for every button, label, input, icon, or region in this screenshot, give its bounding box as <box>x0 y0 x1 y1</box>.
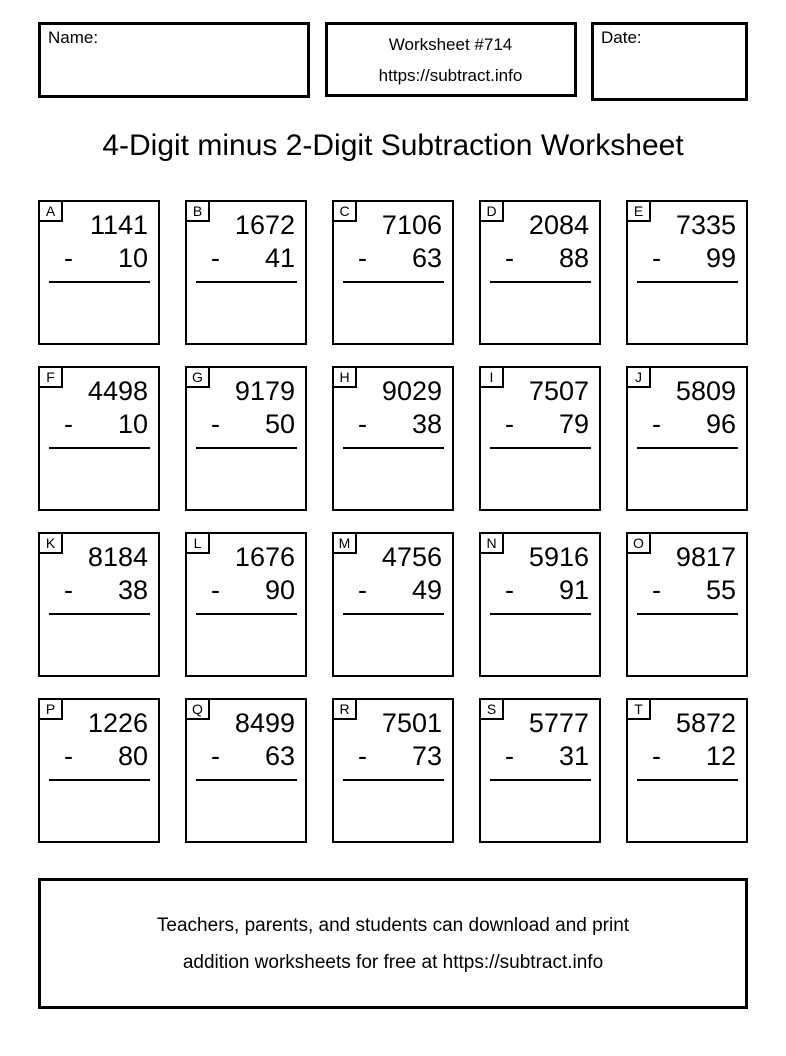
answer-space <box>187 781 305 837</box>
minus-operator: - <box>505 409 514 439</box>
subtrahend-row <box>628 740 746 773</box>
minuend-value: 4498 <box>87 376 148 406</box>
problem-letter: S <box>479 698 504 720</box>
minus-operator: - <box>358 575 367 605</box>
minuend-value: 7507 <box>528 376 589 406</box>
answer-space <box>40 615 158 671</box>
subtrahend-row <box>334 242 452 275</box>
minuend-value: 8184 <box>87 542 148 572</box>
problem-letter: R <box>332 698 357 720</box>
subtrahend-value: 12 <box>705 741 736 771</box>
answer-space <box>481 449 599 505</box>
answer-space <box>481 781 599 837</box>
subtrahend-value: 31 <box>558 741 589 771</box>
answer-space <box>334 781 452 837</box>
subtrahend-row <box>187 242 305 275</box>
answer-space <box>40 283 158 339</box>
answer-space <box>628 781 746 837</box>
subtrahend-row <box>40 242 158 275</box>
problem-letter: E <box>626 200 651 222</box>
answer-space <box>628 449 746 505</box>
footer-line-2: addition worksheets for free at https://subtract.info <box>182 951 604 973</box>
problem-card-t <box>626 698 748 843</box>
problem-card-k <box>38 532 160 677</box>
minus-operator: - <box>211 741 220 771</box>
subtrahend-value: 55 <box>705 575 736 605</box>
subtrahend-row <box>481 574 599 607</box>
subtrahend-value: 91 <box>558 575 589 605</box>
problem-card-a <box>38 200 160 345</box>
subtrahend-row <box>40 408 158 441</box>
name-field-box <box>38 22 310 98</box>
subtrahend-value: 50 <box>264 409 295 439</box>
subtrahend-row <box>334 740 452 773</box>
minuend-value: 7501 <box>381 708 442 738</box>
problem-letter: M <box>332 532 357 554</box>
problem-letter: P <box>38 698 63 720</box>
minus-operator: - <box>64 741 73 771</box>
minuend-value: 1141 <box>89 210 148 240</box>
subtrahend-row <box>334 574 452 607</box>
problem-letter: Q <box>185 698 210 720</box>
minuend-value: 5809 <box>675 376 736 406</box>
problem-letter: H <box>332 366 357 388</box>
minus-operator: - <box>64 409 73 439</box>
answer-space <box>187 449 305 505</box>
problem-card-i <box>479 366 601 511</box>
answer-space <box>628 615 746 671</box>
name-label: Name: <box>48 28 99 47</box>
minus-operator: - <box>505 575 514 605</box>
subtrahend-value: 96 <box>705 409 736 439</box>
minus-operator: - <box>652 243 661 273</box>
subtrahend-value: 10 <box>117 243 148 273</box>
minuend-value: 1672 <box>234 210 295 240</box>
subtrahend-row <box>187 408 305 441</box>
date-label: Date: <box>601 28 642 47</box>
problem-card-r <box>332 698 454 843</box>
answer-space <box>334 615 452 671</box>
subtrahend-row <box>628 242 746 275</box>
page-title: 4-Digit minus 2-Digit Subtraction Worksheet <box>102 129 684 162</box>
subtrahend-value: 10 <box>117 409 148 439</box>
minus-operator: - <box>211 409 220 439</box>
minus-operator: - <box>64 243 73 273</box>
problem-card-g <box>185 366 307 511</box>
subtrahend-row <box>481 408 599 441</box>
problem-letter: J <box>626 366 651 388</box>
minuend-value: 7335 <box>675 210 736 240</box>
minuend-value: 1676 <box>234 542 295 572</box>
minus-operator: - <box>358 243 367 273</box>
footer-line-1: Teachers, parents, and students can download and print <box>156 914 630 936</box>
subtrahend-value: 73 <box>411 741 442 771</box>
problem-card-c <box>332 200 454 345</box>
problem-card-q <box>185 698 307 843</box>
minus-operator: - <box>358 741 367 771</box>
answer-space <box>481 283 599 339</box>
answer-space <box>334 283 452 339</box>
problem-letter: T <box>626 698 651 720</box>
problem-letter: C <box>332 200 357 222</box>
subtrahend-row <box>481 740 599 773</box>
minuend-value: 5777 <box>528 708 589 738</box>
problem-letter: L <box>185 532 210 554</box>
minuend-value: 8499 <box>234 708 295 738</box>
problem-letter: B <box>185 200 210 222</box>
minus-operator: - <box>211 575 220 605</box>
problem-card-h <box>332 366 454 511</box>
answer-space <box>40 781 158 837</box>
minus-operator: - <box>652 575 661 605</box>
problem-card-o <box>626 532 748 677</box>
header <box>38 22 748 101</box>
minuend-value: 4756 <box>381 542 442 572</box>
subtrahend-row <box>628 574 746 607</box>
minuend-value: 5872 <box>675 708 736 738</box>
answer-space <box>628 283 746 339</box>
problem-card-p <box>38 698 160 843</box>
answer-space <box>40 449 158 505</box>
answer-space <box>187 615 305 671</box>
subtrahend-value: 38 <box>117 575 148 605</box>
minuend-value: 1226 <box>87 708 148 738</box>
answer-space <box>481 615 599 671</box>
problem-card-j <box>626 366 748 511</box>
problem-letter: D <box>479 200 504 222</box>
problem-letter: A <box>38 200 63 222</box>
subtrahend-row <box>187 574 305 607</box>
minuend-value: 9817 <box>675 542 736 572</box>
worksheet-info-box <box>325 22 577 97</box>
problems-grid <box>38 200 748 843</box>
minuend-value: 7106 <box>381 210 442 240</box>
footer-box <box>38 878 748 1009</box>
minuend-value: 2084 <box>528 210 589 240</box>
subtrahend-value: 79 <box>558 409 589 439</box>
subtrahend-value: 41 <box>264 243 295 273</box>
minus-operator: - <box>64 575 73 605</box>
subtrahend-value: 63 <box>411 243 442 273</box>
minus-operator: - <box>358 409 367 439</box>
subtrahend-value: 88 <box>558 243 589 273</box>
problem-card-f <box>38 366 160 511</box>
problem-card-e <box>626 200 748 345</box>
subtrahend-value: 80 <box>117 741 148 771</box>
minus-operator: - <box>652 741 661 771</box>
problem-letter: F <box>38 366 63 388</box>
subtrahend-value: 38 <box>411 409 442 439</box>
subtrahend-row <box>334 408 452 441</box>
minuend-value: 5916 <box>528 542 589 572</box>
problem-letter: N <box>479 532 504 554</box>
date-field-box <box>591 22 748 101</box>
minus-operator: - <box>652 409 661 439</box>
worksheet-number: Worksheet #714 <box>388 34 513 54</box>
problem-card-s <box>479 698 601 843</box>
subtrahend-value: 99 <box>705 243 736 273</box>
subtrahend-row <box>628 408 746 441</box>
problem-card-l <box>185 532 307 677</box>
minus-operator: - <box>211 243 220 273</box>
subtrahend-row <box>187 740 305 773</box>
subtrahend-value: 63 <box>264 741 295 771</box>
minus-operator: - <box>505 741 514 771</box>
problem-card-b <box>185 200 307 345</box>
minuend-value: 9029 <box>381 376 442 406</box>
problem-letter: I <box>479 366 504 388</box>
problem-letter: O <box>626 532 651 554</box>
subtrahend-row <box>40 574 158 607</box>
subtrahend-row <box>40 740 158 773</box>
problem-letter: K <box>38 532 63 554</box>
minuend-value: 9179 <box>234 376 295 406</box>
subtrahend-value: 90 <box>264 575 295 605</box>
problem-letter: G <box>185 366 210 388</box>
answer-space <box>334 449 452 505</box>
worksheet-url: https://subtract.info <box>378 65 523 85</box>
problem-card-d <box>479 200 601 345</box>
minus-operator: - <box>505 243 514 273</box>
subtrahend-value: 49 <box>411 575 442 605</box>
subtrahend-row <box>481 242 599 275</box>
problem-card-n <box>479 532 601 677</box>
problem-card-m <box>332 532 454 677</box>
answer-space <box>187 283 305 339</box>
